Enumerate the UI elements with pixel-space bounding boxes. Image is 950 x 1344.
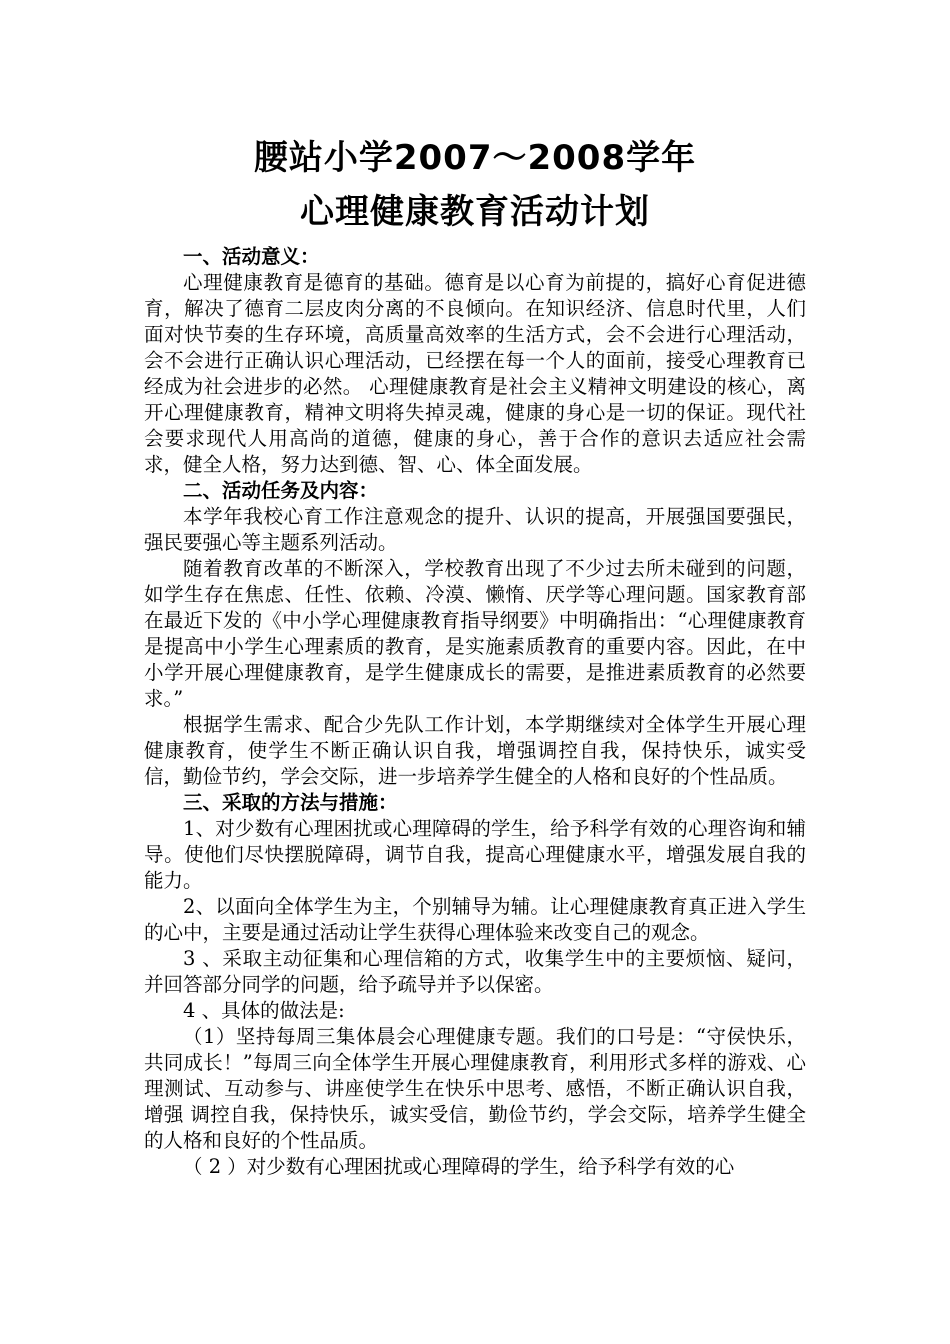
document-title-line1: 腰站小学2007～2008学年 (253, 138, 697, 178)
document-body (144, 244, 806, 1180)
paragraph: 根据学生需求、配合少先队工作计划，本学期继续对全体学生开展心理健康教育，使学生不断正确认识自我，增强调控自我，保持快乐，诚实受信，勤俭节约，学会交际，进一步培养学生健全的人格和良好的个性品质。 (144, 713, 806, 788)
paragraph: 3 、采取主动征集和心理信箱的方式，收集学生中的主要烦恼、疑问，并回答部分同学的问题，给予疏导并予以保密。 (144, 947, 806, 996)
paragraph: 2、以面向全体学生为主，个别辅导为辅。让心理健康教育真正进入学生的心中，主要是通过活动让学生获得心理体验来改变自己的观念。 (144, 895, 806, 944)
section-heading-tasks: 二、活动任务及内容： (183, 479, 379, 502)
paragraph: （ 2 ）对少数有心理困扰或心理障碍的学生，给予科学有效的心 (183, 1155, 735, 1178)
paragraph: 4 、具体的做法是: (183, 999, 345, 1022)
section-heading-methods: 三、采取的方法与措施： (183, 791, 398, 814)
paragraph: 1、对少数有心理困扰或心理障碍的学生，给予科学有效的心理咨询和辅导。使他们尽快摆脱障碍，调节自我，提高心理健康水平，增强发展自我的能力。 (144, 817, 806, 892)
section-heading-significance: 一、活动意义： (183, 245, 320, 268)
document-title-line2: 心理健康教育活动计划 (300, 192, 650, 232)
paragraph: 本学年我校心育工作注意观念的提升、认识的提高，开展强国要强民，强民要强心等主题系列活动。 (144, 505, 806, 554)
paragraph: （1）坚持每周三集体晨会心理健康专题。我们的口号是：“守侯快乐，共同成长！”每周三向全体学生开展心理健康教育，利用形式多样的游戏、心理测试、互动参与、讲座使学生在快乐中思考、感悟，不断正确认识自我，增强 调控自我，保持快乐，诚实受信，勤俭节约，学会交际，培养学生健全的人格和良好的个性品质。 (144, 1025, 806, 1152)
paragraph: 心理健康教育是德育的基础。德育是以心育为前提的，搞好心育促进德育，解决了德育二层皮肉分离的不良倾向。在知识经济、信息时代里，人们面对快节奏的生存环境，高质量高效率的生活方式，会不会进行心理活动，会不会进行正确认识心理活动，已经摆在每一个人的面前，接受心理教育已经成为社会进步的必然。 心理健康教育是社会主义精神文明建设的核心，离开心理健康教育，精神文明将失掉灵魂，健康的身心是一切的保证。现代社会要求现代人用高尚的道德，健康的身心，善于合作的意识去适应社会需求，健全人格，努力达到德、智、心、体全面发展。 (144, 271, 806, 476)
paragraph: 随着教育改革的不断深入，学校教育出现了不少过去所未碰到的问题，如学生存在焦虑、任性、依赖、冷漠、懒惰、厌学等心理问题。国家教育部在最近下发的《中小学心理健康教育指导纲要》中明确指出：“心理健康教育是提高中小学生心理素质的教育，是实施素质教育的重要内容。因此，在中小学开展心理健康教育，是学生健康成长的需要，是推进素质教育的必然要求。” (144, 557, 806, 710)
